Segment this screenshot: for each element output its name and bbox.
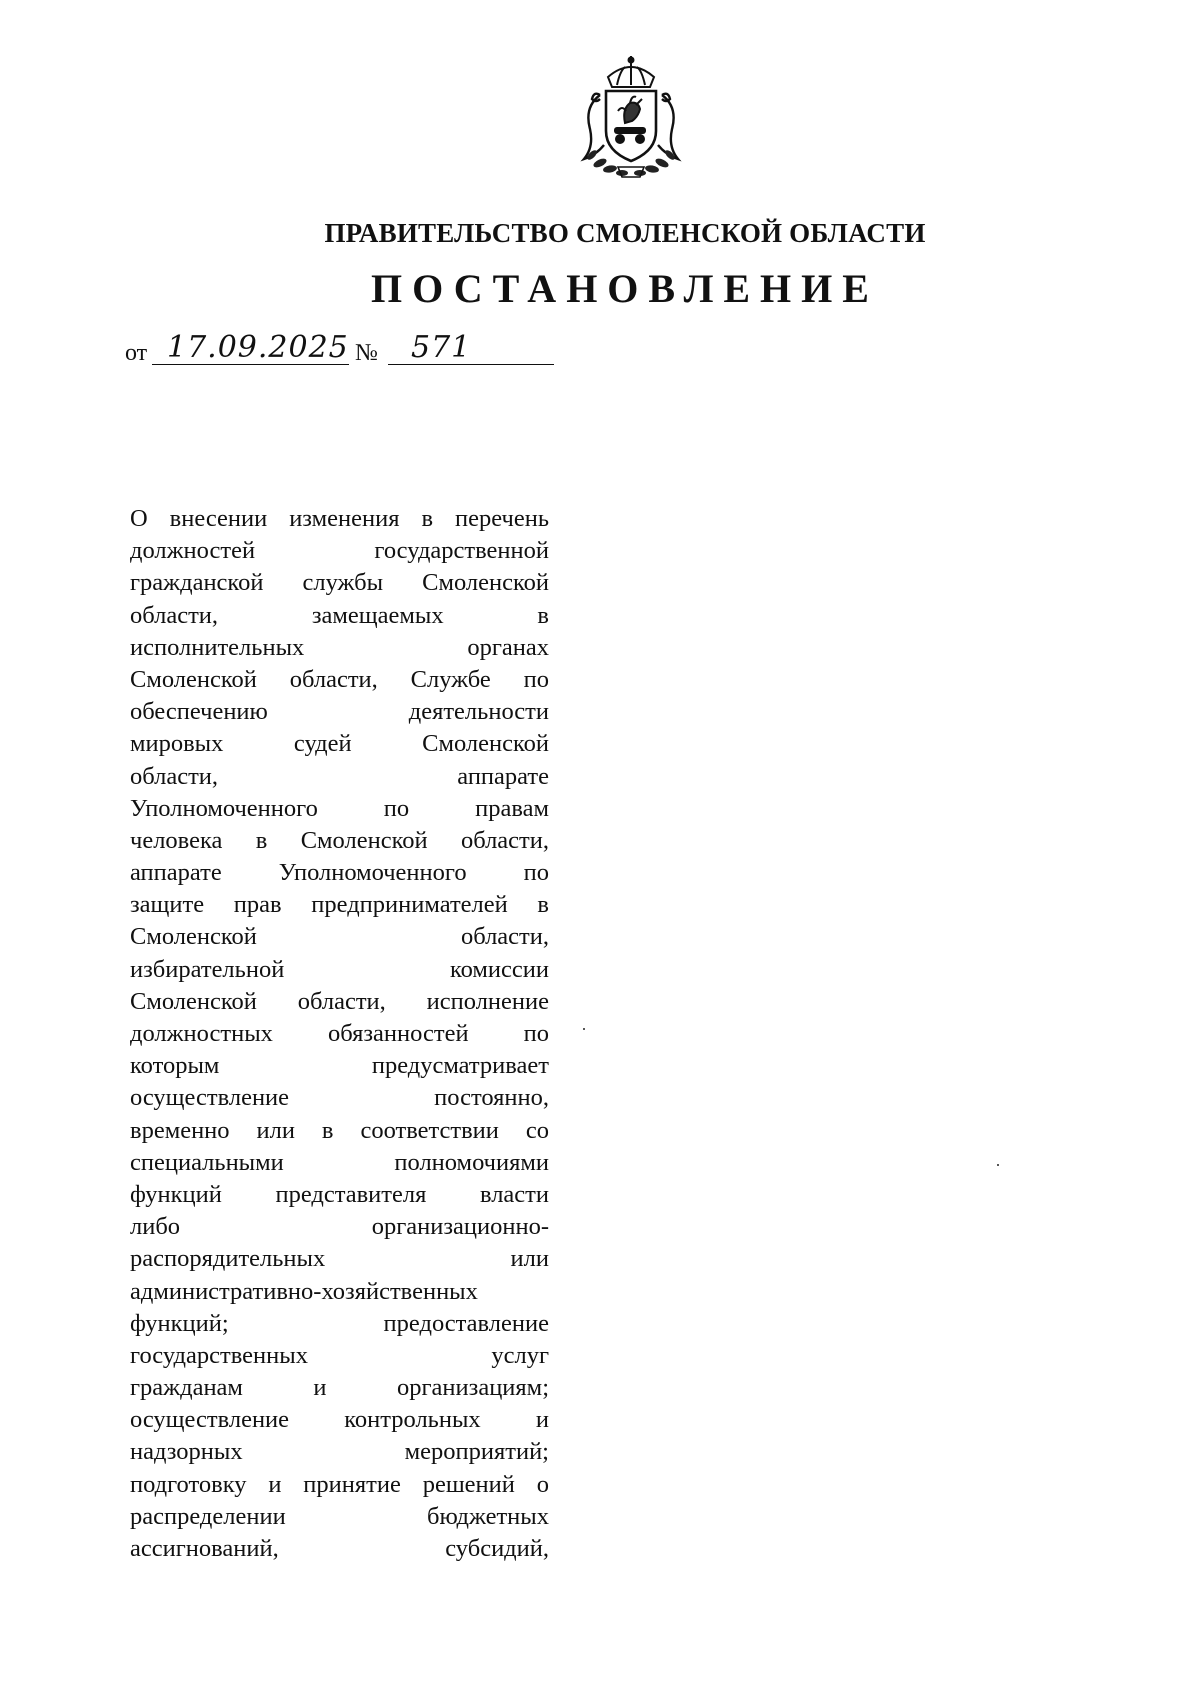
- title-line: административно-хозяйственных: [130, 1277, 478, 1305]
- title-line: человека в Смоленской области,: [130, 826, 549, 854]
- date-number-line: [125, 330, 565, 373]
- date-prefix: от: [125, 340, 148, 366]
- title-line: государственных услуг: [130, 1341, 549, 1369]
- date-value: 17.09.2025: [167, 330, 349, 365]
- organization-name: ПРАВИТЕЛЬСТВО СМОЛЕНСКОЙ ОБЛАСТИ: [324, 218, 926, 248]
- title-line: функций представителя власти: [130, 1180, 549, 1208]
- title-line: Смоленской области,: [130, 923, 549, 951]
- title-line: мировых судей Смоленской: [130, 730, 549, 758]
- title-line: защите прав предпринимателей в: [130, 891, 549, 919]
- title-line: исполнительных органах: [130, 633, 549, 661]
- scan-speck: [997, 1164, 999, 1166]
- title-line: обеспечению деятельности: [130, 698, 549, 726]
- title-line: Смоленской области, Службе по: [130, 665, 549, 693]
- smolensk-coat-of-arms-icon: [570, 55, 692, 183]
- title-line: ассигнований, субсидий,: [130, 1535, 549, 1562]
- title-line: специальными полномочиями: [130, 1148, 549, 1176]
- number-value: 571: [411, 330, 472, 365]
- title-line: О внесении изменения в перечень: [130, 505, 549, 532]
- title-line: Уполномоченного по правам: [130, 794, 549, 822]
- title-line: подготовку и принятие решений о: [130, 1470, 549, 1498]
- title-line: функций; предоставление: [130, 1309, 549, 1337]
- decree-title: [130, 503, 549, 1565]
- title-line: должностных обязанностей по: [130, 1020, 549, 1047]
- title-line: распорядительных или: [130, 1245, 549, 1273]
- title-line: должностей государственной: [130, 537, 549, 565]
- document-type-title: ПОСТАНОВЛЕНИЕ: [371, 266, 879, 311]
- title-line: которым предусматривает: [130, 1052, 549, 1080]
- title-line: временно или в соответствии со: [130, 1116, 549, 1144]
- title-line: избирательной комиссии: [130, 955, 549, 983]
- title-line: гражданской службы Смоленской: [130, 569, 549, 597]
- title-line: аппарате Уполномоченного по: [130, 859, 549, 887]
- title-line: Смоленской области, исполнение: [130, 987, 549, 1015]
- scan-speck: [583, 1028, 585, 1030]
- title-line: области, аппарате: [130, 762, 549, 790]
- number-prefix: №: [355, 340, 378, 366]
- title-line: распределении бюджетных: [130, 1502, 549, 1530]
- title-line: надзорных мероприятий;: [130, 1438, 549, 1466]
- title-line: либо организационно-: [130, 1213, 549, 1241]
- title-line: области, замещаемых в: [130, 601, 549, 629]
- title-line: гражданам и организациям;: [130, 1374, 549, 1402]
- title-line: осуществление постоянно,: [130, 1084, 549, 1112]
- title-line: осуществление контрольных и: [130, 1406, 549, 1434]
